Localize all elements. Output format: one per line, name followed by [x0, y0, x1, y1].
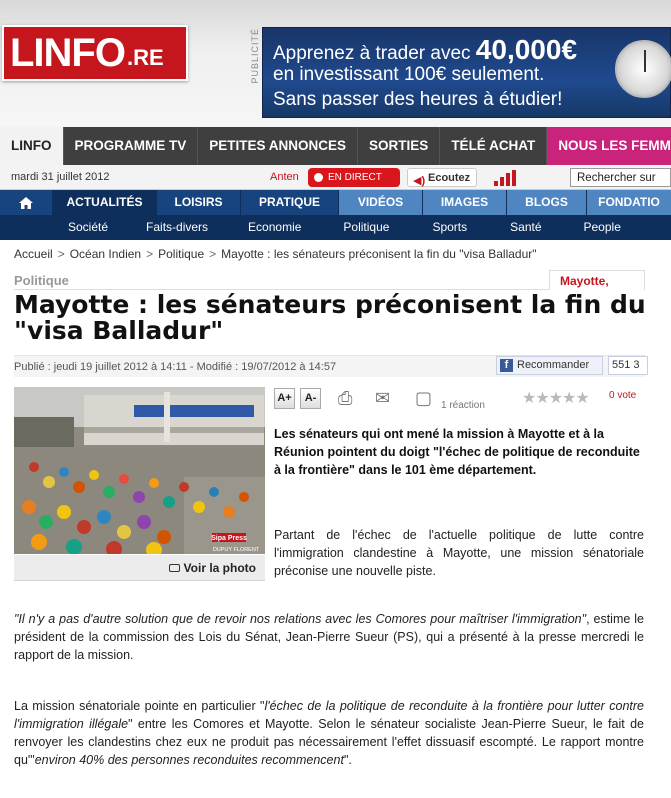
article-tag[interactable]: Mayotte,: [549, 270, 645, 290]
article-photo[interactable]: [14, 387, 265, 554]
photo-credit-name: DUPUY FLORENT: [212, 547, 260, 553]
live-label: EN DIRECT: [328, 172, 382, 183]
subnav-societe[interactable]: Société: [68, 220, 109, 234]
p3-part-e: ".: [343, 753, 352, 767]
comment-icon[interactable]: ▢: [415, 388, 433, 408]
crowd-photo-image: [14, 387, 265, 554]
photo-credit: Sipa Press: [211, 535, 247, 542]
current-date: mardi 31 juillet 2012: [11, 171, 110, 183]
nav-blogs[interactable]: BLOGS: [506, 190, 586, 215]
subnav-economie[interactable]: Economie: [248, 220, 302, 234]
breadcrumb-home[interactable]: Accueil: [14, 247, 53, 261]
subnav-faits-divers[interactable]: Faits-divers: [146, 220, 209, 234]
article-tools: [274, 386, 654, 416]
p3-quote-1: l'échec de la politique de reconduite à la frontière pour lutter contre l'immigration illégale: [14, 699, 644, 731]
ad-line-2: en investissant 100€ seulement.: [273, 64, 545, 85]
vote-count: 0 vote: [609, 390, 637, 401]
publish-info: Publié : jeudi 19 juillet 2012 à 14:11 - Modifié : 19/07/2012 à 14:57: [14, 355, 645, 377]
nav-loisirs[interactable]: LOISIRS: [156, 190, 240, 215]
article-paragraph-2: [14, 610, 644, 664]
header: [0, 0, 671, 127]
info-bar: [0, 165, 671, 190]
site-logo[interactable]: [2, 25, 188, 81]
article-category[interactable]: Politique: [14, 273, 69, 288]
breadcrumb-ocean-indien[interactable]: Océan Indien: [69, 247, 142, 261]
font-decrease-button[interactable]: A-: [300, 388, 321, 409]
p3-part-a: La mission sénatoriale pointe en particulier ": [14, 699, 265, 713]
ad-amount: 40,000€: [475, 34, 578, 65]
ad-line-1: [273, 34, 577, 66]
nav-sorties[interactable]: SORTIES: [358, 127, 440, 165]
article-paragraph-3: [14, 697, 644, 769]
article-lead: Les sénateurs qui ont mené la mission à Mayotte et à la Réunion pointent du doigt "l'échec de politique de reconduite à la frontière" dans le 101 ème département.: [274, 427, 640, 477]
ad-banner[interactable]: [262, 27, 671, 118]
breadcrumb-current: Mayotte : les sénateurs préconisent la fin du "visa Balladur": [221, 247, 537, 261]
stopwatch-icon: [615, 40, 671, 98]
home-icon: [18, 196, 34, 210]
nav-programme-tv[interactable]: PROGRAMME TV: [64, 127, 199, 165]
nav-tele-achat[interactable]: TÉLÉ ACHAT: [440, 127, 547, 165]
breadcrumb-politique[interactable]: Politique: [158, 247, 205, 261]
recommend-label: Recommander: [517, 359, 590, 371]
nav-nous-les-femmes[interactable]: NOUS LES FEMM: [547, 127, 671, 165]
camera-icon: [169, 564, 180, 572]
listen-button[interactable]: [407, 168, 477, 187]
article-paragraph-1: Partant de l'échec de l'actuelle politique de lutte contre l'immigration clandestine à Mayotte, une mission sénatoriale préconise une nouvelle piste.: [274, 528, 644, 578]
subnav-sports[interactable]: Sports: [432, 220, 468, 234]
rating-stars-icon[interactable]: ★★★★★: [522, 390, 589, 407]
article-title: Mayotte : les sénateurs préconisent la fin du "visa Balladur": [14, 290, 646, 345]
live-button[interactable]: [308, 168, 400, 187]
subnav-people[interactable]: People: [583, 220, 621, 234]
search-input[interactable]: [570, 168, 671, 187]
antenne-link[interactable]: Anten: [270, 171, 299, 183]
ad-line-1-text: Apprenez à trader avec: [273, 43, 471, 64]
facebook-icon: f: [500, 359, 513, 372]
reaction-count[interactable]: 1 réaction: [441, 400, 485, 411]
subnav-politique[interactable]: Politique: [343, 220, 390, 234]
nav-actualites[interactable]: ACTUALITÉS: [52, 190, 156, 215]
voir-photo-link[interactable]: [169, 561, 256, 575]
listen-label: Ecoutez: [428, 172, 471, 184]
print-icon[interactable]: ⎙: [338, 388, 353, 408]
nav-fondation[interactable]: FONDATIO: [586, 190, 671, 215]
nav-videos[interactable]: VIDÉOS: [338, 190, 422, 215]
main-nav: [0, 127, 671, 165]
voir-photo-label: Voir la photo: [183, 561, 256, 575]
speaker-icon: ◀): [413, 175, 426, 187]
recommend-count: 551 3: [608, 356, 648, 375]
nav-linfo[interactable]: LINFO: [0, 127, 64, 165]
font-increase-button[interactable]: A+: [274, 388, 295, 409]
email-icon[interactable]: ✉: [375, 388, 391, 408]
sub-nav: [0, 215, 671, 240]
nav-petites-annonces[interactable]: PETITES ANNONCES: [198, 127, 358, 165]
equalizer-icon: [494, 170, 520, 186]
nav-images[interactable]: IMAGES: [422, 190, 506, 215]
facebook-recommend-button[interactable]: [496, 356, 603, 375]
home-button[interactable]: [0, 190, 52, 215]
ad-line-3: Sans passer des heures à étudier!: [273, 89, 563, 110]
breadcrumb: Accueil > Océan Indien > Politique > Mayotte : les sénateurs préconisent la fin du "visa Balladur": [14, 247, 537, 261]
section-nav: [0, 190, 671, 215]
nav-pratique[interactable]: PRATIQUE: [240, 190, 338, 215]
logo-extension: .RE: [126, 45, 164, 70]
record-icon: [314, 173, 323, 182]
p3-quote-2: environ 40% des personnes reconduites recommencent: [34, 753, 344, 767]
logo-text: LINFO: [10, 30, 125, 75]
photo-caption-bar: [14, 555, 265, 581]
quote: "Il n'y a pas d'autre solution que de revoir nos relations avec les Comores pour maîtriser l'immigration": [14, 612, 587, 626]
ad-label: PUBLICITÉ: [250, 28, 260, 84]
paragraph-2-text: , estime le président de la commission des Lois du Sénat, Jean-Pierre Sueur (PS), qui a présenté à la presse mercredi le rapport de la mission.: [14, 612, 645, 662]
p3-part-c: " entre les Comores et Mayotte. Selon le sénateur socialiste Jean-Pierre Sueur, le fait de renvoyer les clandestins chez eux ne produit pas nécessairement l'effet dissuasif escompté. Le rapport montre qu'": [14, 717, 644, 767]
subnav-sante[interactable]: Santé: [510, 220, 542, 234]
